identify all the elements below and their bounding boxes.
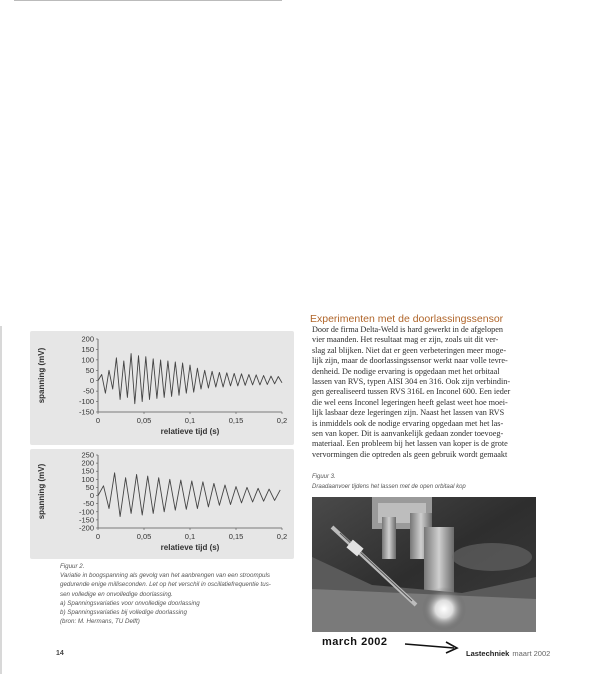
chart-b-y-tick-label: 0: [89, 491, 94, 501]
brand-name: Lastechniek: [466, 649, 510, 658]
body-line: lijk lasbaar deze legeringen zijn. Naast het lassen van RVS: [312, 408, 505, 418]
caption-line: b) Spanningsvariaties bij volledige doorlassing: [60, 609, 187, 617]
chart-a-x-tick-label: 0,05: [136, 416, 152, 425]
chart-a-y-tick-label: -50: [83, 386, 94, 396]
body-line: sen van koper. Dit is aanvankelijk gedaan zonder toevoeg-: [312, 429, 504, 439]
chart-b: [30, 449, 294, 559]
issue-date: maart 2002: [512, 649, 551, 658]
chart-a-x-tick-label: 0: [95, 416, 101, 425]
handwritten-date-note: march 2002: [322, 636, 388, 648]
chart-a-y-tick-label: 150: [81, 344, 94, 354]
chart-b-x-tick-label: 0: [95, 532, 101, 541]
chart-a-series-line-0: [98, 354, 282, 404]
chart-b-y-tick-label: 200: [81, 458, 94, 468]
caption-line: Figuur 2.: [60, 563, 85, 570]
caption-line: a) Spanningsvariaties voor onvolledige doorlassing: [60, 599, 200, 607]
chart-a-y-tick-label: 200: [81, 334, 94, 344]
body-line: lijk zijn, maar de doorlassingssensor werkt naar volle tevre-: [312, 356, 508, 366]
chart-b-y-axis-label: spanning (mV): [37, 463, 46, 520]
chart-b-y-tick-label: -150: [78, 515, 94, 525]
chart-b-y-tick-label: -200: [78, 523, 94, 533]
chart-a-panel: [30, 331, 294, 445]
chart-a-x-tick-label: 0,1: [184, 416, 196, 425]
chart-b-y-tick-label: 50: [85, 482, 94, 492]
article-heading: Experimenten met de doorlassingssensor: [310, 313, 504, 325]
chart-b-x-tick-label: 0,2: [276, 532, 288, 541]
article-body: [312, 325, 574, 460]
chart-b-x-axis-label: relatieve tijd (s): [160, 543, 220, 552]
body-line: denheid. De nodige ervaring is opgedaan met het orbitaal: [312, 366, 500, 376]
figure-3-text: Draadaanvoer tijdens het lassen met de open orbitaal kop: [312, 484, 466, 490]
figure-2-caption: [60, 562, 296, 626]
chart-a-y-tick-label: -100: [78, 397, 94, 407]
chart-b-x-tick-label: 0,15: [228, 532, 244, 541]
body-line: gen gerealiseerd tussen RVS 316L en Inconel 600. Een ieder: [312, 387, 511, 397]
body-line: Door de firma Delta-Weld is hard gewerkt in de afgelopen: [312, 325, 503, 334]
welding-photo: [312, 497, 536, 632]
chart-b-y-tick-label: 250: [81, 450, 94, 460]
body-line: vervormingen die optreden als geen gebruik wordt gemaakt: [312, 449, 508, 459]
page-number: 14: [56, 650, 64, 657]
chart-a-x-tick-label: 0,2: [276, 416, 288, 425]
chart-a: [30, 331, 294, 445]
chart-a-y-tick-label: 50: [85, 365, 94, 375]
body-line: is inmiddels ook de nodige ervaring opgedaan met het las-: [312, 418, 504, 428]
chart-a-y-axis-label: spanning (mV): [37, 347, 46, 404]
scan-edge: [0, 326, 2, 674]
caption-line: (bron: M. Hermans, TU Delft): [60, 618, 140, 626]
body-line: lassen van RVS, typen AISI 304 en 316. Ook zijn verbindin-: [312, 377, 511, 387]
top-rule: [14, 0, 282, 1]
caption-line: gedurende enige milliseconden. Let op het verschil in oscillatiefrequentie tus-: [60, 581, 271, 589]
chart-b-series-line-0: [98, 473, 280, 517]
chart-b-y-tick-label: 100: [81, 474, 94, 484]
body-line: slag zal blijken. Niet dat er geen verbeteringen meer moge-: [312, 345, 507, 355]
chart-b-x-tick-label: 0,1: [184, 532, 196, 541]
figure-3-label: Figuur 3.: [312, 474, 336, 480]
body-line: materiaal. Een probleem bij het lassen van koper is de grote: [312, 439, 508, 449]
arrow-right-icon: [404, 638, 460, 654]
footer-brand: [466, 649, 550, 658]
body-line: vier maanden. Het resultaat mag er zijn, zoals uit dit ver-: [312, 335, 499, 345]
figure-3-caption: [312, 472, 466, 492]
chart-b-y-tick-label: -50: [83, 499, 94, 509]
chart-a-x-tick-label: 0,15: [228, 416, 244, 425]
chart-b-x-tick-label: 0,05: [136, 532, 152, 541]
chart-b-y-tick-label: 150: [81, 466, 94, 476]
chart-a-y-tick-label: 100: [81, 355, 94, 365]
caption-line: sen volledige en onvolledige doorlassing.: [60, 590, 173, 598]
chart-a-y-tick-label: 0: [89, 376, 94, 386]
body-line: die wel eens Inconel legeringen heeft gelast weet hoe moei-: [312, 397, 508, 407]
caption-line: Variatie in boogspanning als gevolg van het aanbrengen van een stroompuls: [60, 572, 270, 580]
chart-a-x-axis-label: relatieve tijd (s): [160, 427, 220, 436]
chart-b-y-tick-label: -100: [78, 507, 94, 517]
chart-b-panel: [30, 449, 294, 559]
chart-a-y-tick-label: -150: [78, 407, 94, 417]
